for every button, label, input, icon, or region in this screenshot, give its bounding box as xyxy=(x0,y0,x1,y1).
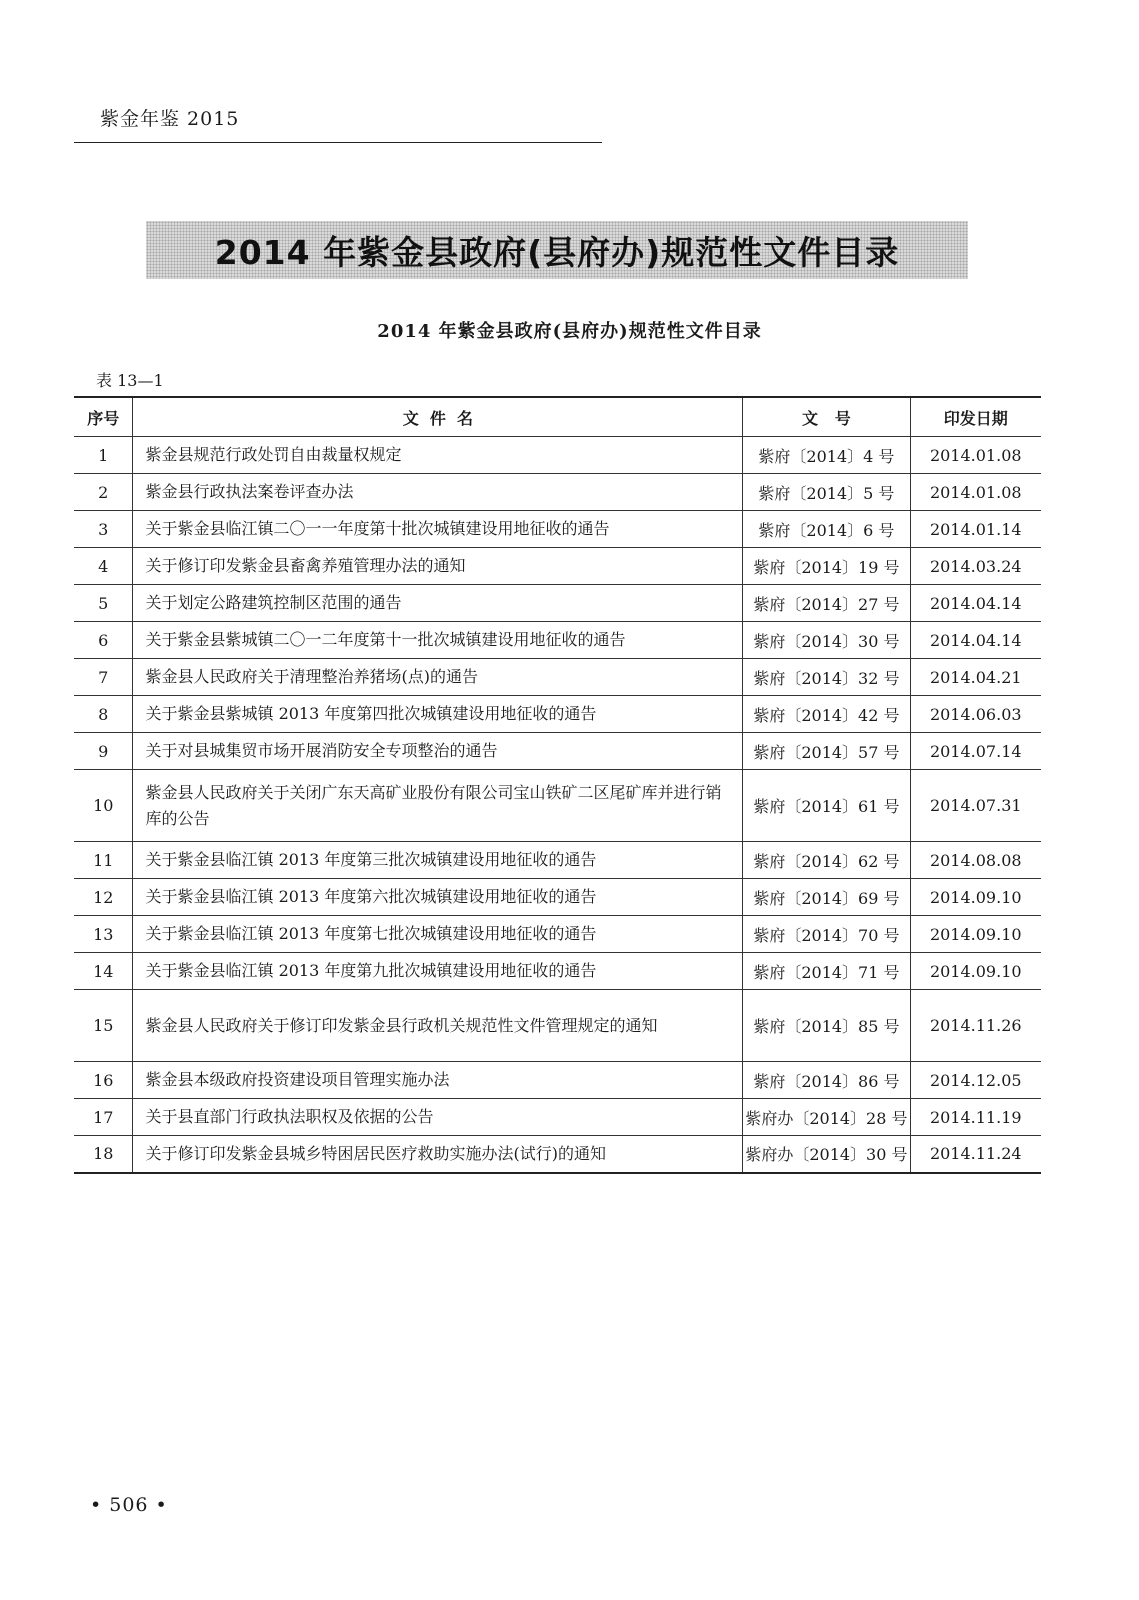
header-rule xyxy=(74,142,602,143)
row-seq: 3 xyxy=(74,511,133,548)
row-doc-no: 紫府〔2014〕42 号 xyxy=(743,696,910,733)
row-seq: 11 xyxy=(74,842,133,879)
running-head: 紫金年鉴 2015 xyxy=(100,108,240,130)
row-name: 紫金县人民政府关于关闭广东天高矿业股份有限公司宝山铁矿二区尾矿库并进行销库的公告 xyxy=(133,770,743,842)
banner-title: 2014 年紫金县政府(县府办)规范性文件目录 xyxy=(214,232,900,272)
table-row xyxy=(74,585,1041,622)
row-name: 关于修订印发紫金县城乡特困居民医疗救助实施办法(试行)的通知 xyxy=(133,1136,743,1173)
row-date: 2014.09.10 xyxy=(910,879,1041,916)
document-catalog-table xyxy=(74,396,1041,1174)
row-seq: 4 xyxy=(74,548,133,585)
row-seq: 7 xyxy=(74,659,133,696)
row-seq: 12 xyxy=(74,879,133,916)
row-name: 关于紫金县临江镇 2013 年度第三批次城镇建设用地征收的通告 xyxy=(133,842,743,879)
row-doc-no: 紫府〔2014〕27 号 xyxy=(743,585,910,622)
table-row xyxy=(74,916,1041,953)
row-date: 2014.07.31 xyxy=(910,770,1041,842)
table-row xyxy=(74,842,1041,879)
row-doc-no: 紫府〔2014〕86 号 xyxy=(743,1062,910,1099)
row-date: 2014.01.14 xyxy=(910,511,1041,548)
table-row xyxy=(74,622,1041,659)
row-name: 关于紫金县紫城镇二〇一二年度第十一批次城镇建设用地征收的通告 xyxy=(133,622,743,659)
row-seq: 6 xyxy=(74,622,133,659)
title-banner xyxy=(146,221,968,279)
row-date: 2014.04.14 xyxy=(910,622,1041,659)
header-date: 印发日期 xyxy=(910,397,1041,437)
row-date: 2014.04.21 xyxy=(910,659,1041,696)
table-row xyxy=(74,548,1041,585)
row-doc-no: 紫府〔2014〕70 号 xyxy=(743,916,910,953)
row-seq: 10 xyxy=(74,770,133,842)
row-seq: 13 xyxy=(74,916,133,953)
row-date: 2014.09.10 xyxy=(910,916,1041,953)
row-seq: 8 xyxy=(74,696,133,733)
row-seq: 9 xyxy=(74,733,133,770)
table-row xyxy=(74,953,1041,990)
table-row xyxy=(74,770,1041,842)
row-doc-no: 紫府〔2014〕57 号 xyxy=(743,733,910,770)
row-date: 2014.11.19 xyxy=(910,1099,1041,1136)
row-seq: 16 xyxy=(74,1062,133,1099)
row-seq: 17 xyxy=(74,1099,133,1136)
row-date: 2014.07.14 xyxy=(910,733,1041,770)
row-seq: 15 xyxy=(74,990,133,1062)
row-seq: 1 xyxy=(74,437,133,474)
row-doc-no: 紫府〔2014〕5 号 xyxy=(743,474,910,511)
row-name: 紫金县规范行政处罚自由裁量权规定 xyxy=(133,437,743,474)
row-date: 2014.04.14 xyxy=(910,585,1041,622)
row-date: 2014.06.03 xyxy=(910,696,1041,733)
row-name: 关于紫金县临江镇 2013 年度第七批次城镇建设用地征收的通告 xyxy=(133,916,743,953)
row-name: 紫金县人民政府关于修订印发紫金县行政机关规范性文件管理规定的通知 xyxy=(133,990,743,1062)
row-doc-no: 紫府〔2014〕62 号 xyxy=(743,842,910,879)
table-row xyxy=(74,1062,1041,1099)
header-name: 文 件 名 xyxy=(133,397,743,437)
table-title: 2014 年紫金县政府(县府办)规范性文件目录 xyxy=(377,321,762,342)
row-name: 关于紫金县临江镇 2013 年度第六批次城镇建设用地征收的通告 xyxy=(133,879,743,916)
row-name: 关于修订印发紫金县畜禽养殖管理办法的通知 xyxy=(133,548,743,585)
table-number-label: 表 13—1 xyxy=(96,371,164,390)
row-date: 2014.03.24 xyxy=(910,548,1041,585)
row-doc-no: 紫府办〔2014〕28 号 xyxy=(743,1099,910,1136)
table-row xyxy=(74,659,1041,696)
row-date: 2014.08.08 xyxy=(910,842,1041,879)
table-row xyxy=(74,1136,1041,1173)
row-name: 关于紫金县临江镇 2013 年度第九批次城镇建设用地征收的通告 xyxy=(133,953,743,990)
row-doc-no: 紫府〔2014〕85 号 xyxy=(743,990,910,1062)
row-doc-no: 紫府〔2014〕30 号 xyxy=(743,622,910,659)
row-seq: 18 xyxy=(74,1136,133,1173)
row-name: 关于划定公路建筑控制区范围的通告 xyxy=(133,585,743,622)
header-doc-no: 文 号 xyxy=(743,397,910,437)
table-row xyxy=(74,474,1041,511)
row-name: 关于县直部门行政执法职权及依据的公告 xyxy=(133,1099,743,1136)
row-date: 2014.11.26 xyxy=(910,990,1041,1062)
row-name: 紫金县本级政府投资建设项目管理实施办法 xyxy=(133,1062,743,1099)
table-row xyxy=(74,696,1041,733)
row-date: 2014.11.24 xyxy=(910,1136,1041,1173)
row-name: 紫金县人民政府关于清理整治养猪场(点)的通告 xyxy=(133,659,743,696)
row-doc-no: 紫府〔2014〕69 号 xyxy=(743,879,910,916)
row-date: 2014.01.08 xyxy=(910,474,1041,511)
row-name: 关于紫金县紫城镇 2013 年度第四批次城镇建设用地征收的通告 xyxy=(133,696,743,733)
row-doc-no: 紫府〔2014〕19 号 xyxy=(743,548,910,585)
row-doc-no: 紫府〔2014〕4 号 xyxy=(743,437,910,474)
row-name: 关于紫金县临江镇二〇一一年度第十批次城镇建设用地征收的通告 xyxy=(133,511,743,548)
table-header-row xyxy=(74,397,1041,437)
row-name: 关于对县城集贸市场开展消防安全专项整治的通告 xyxy=(133,733,743,770)
table-row xyxy=(74,1099,1041,1136)
row-date: 2014.09.10 xyxy=(910,953,1041,990)
table-row xyxy=(74,511,1041,548)
header-seq: 序号 xyxy=(74,397,133,437)
row-doc-no: 紫府〔2014〕61 号 xyxy=(743,770,910,842)
row-seq: 14 xyxy=(74,953,133,990)
page-number: • 506 • xyxy=(90,1494,168,1516)
row-name: 紫金县行政执法案卷评查办法 xyxy=(133,474,743,511)
row-doc-no: 紫府〔2014〕6 号 xyxy=(743,511,910,548)
row-seq: 2 xyxy=(74,474,133,511)
row-seq: 5 xyxy=(74,585,133,622)
table-row xyxy=(74,990,1041,1062)
row-date: 2014.01.08 xyxy=(910,437,1041,474)
row-date: 2014.12.05 xyxy=(910,1062,1041,1099)
table-row xyxy=(74,879,1041,916)
row-doc-no: 紫府〔2014〕32 号 xyxy=(743,659,910,696)
table-row xyxy=(74,733,1041,770)
row-doc-no: 紫府办〔2014〕30 号 xyxy=(743,1136,910,1173)
table-row xyxy=(74,437,1041,474)
row-doc-no: 紫府〔2014〕71 号 xyxy=(743,953,910,990)
